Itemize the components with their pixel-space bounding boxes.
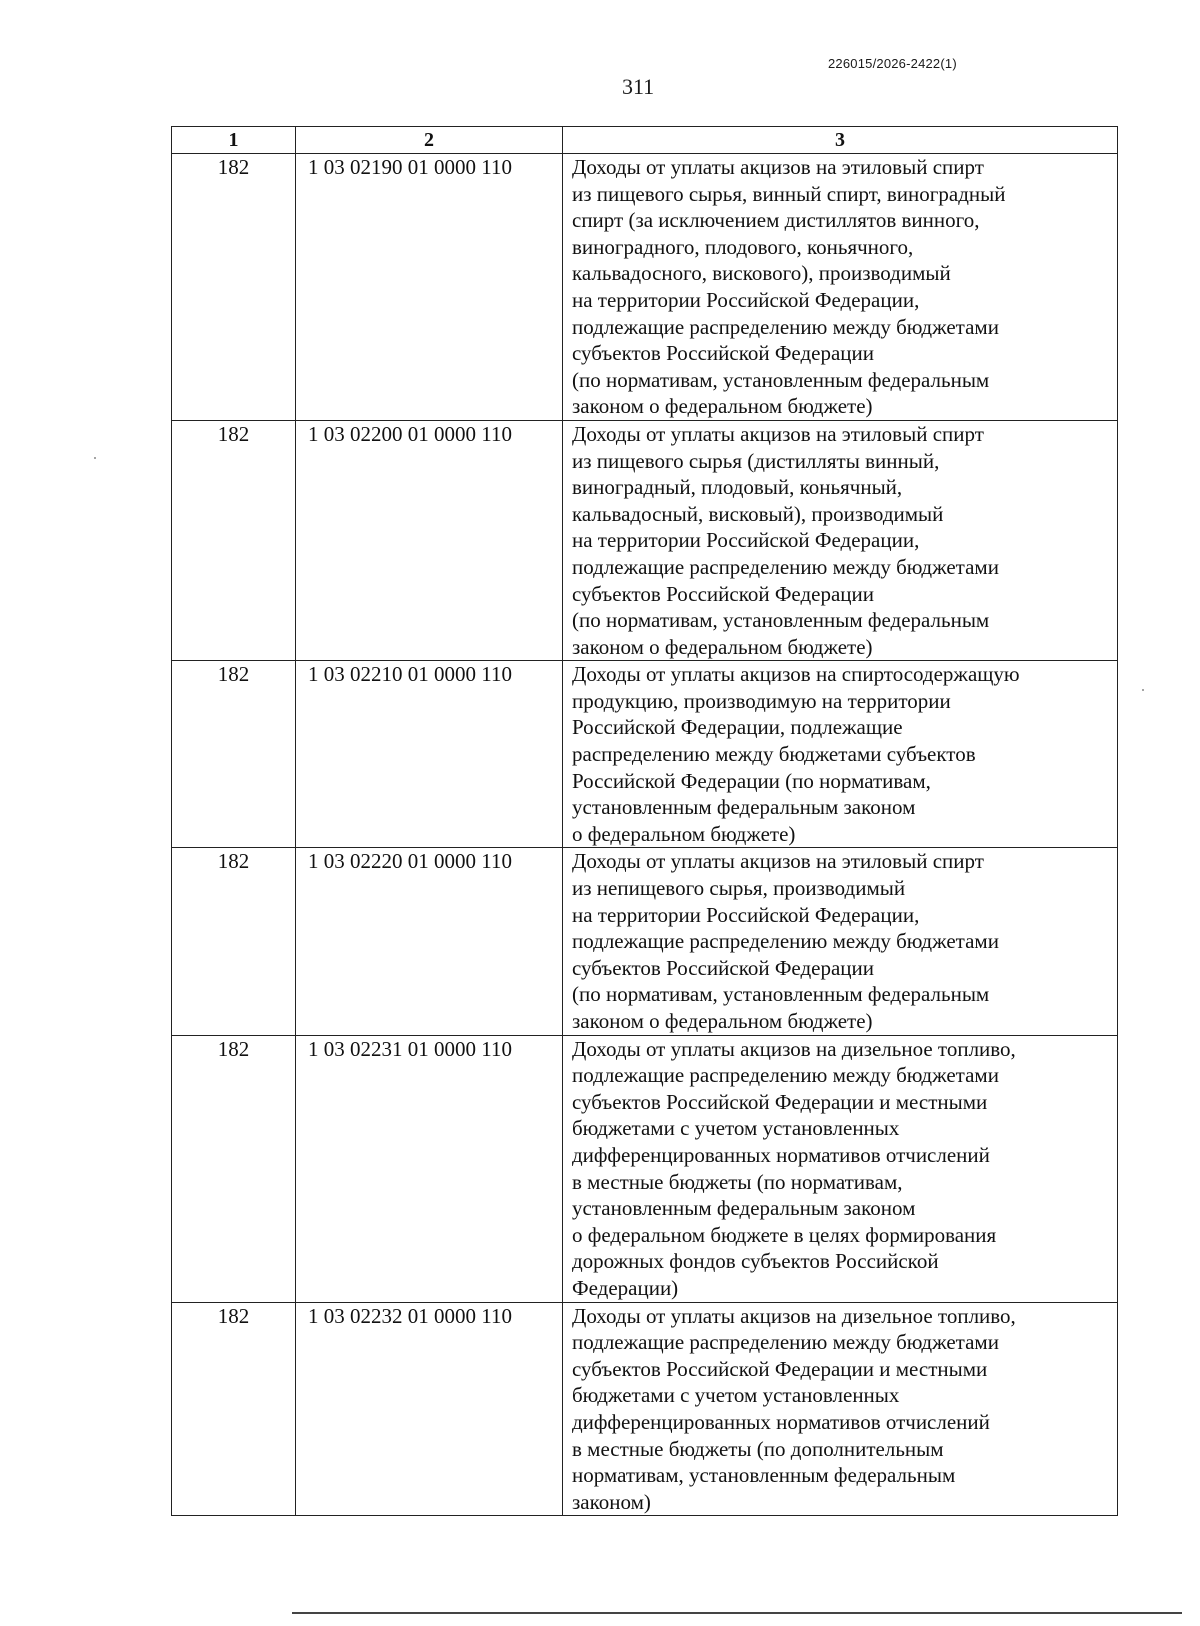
table-row	[172, 1035, 1118, 1302]
column-header-2: 2	[296, 127, 563, 154]
description-line: установленным федеральным законом	[572, 1196, 916, 1221]
description-cell	[563, 1302, 1118, 1516]
description-line: субъектов Российской Федерации и местными	[572, 1089, 988, 1114]
scan-speck	[1142, 689, 1144, 691]
admin-code-cell: 182	[172, 848, 296, 1035]
description-line: Доходы от уплаты акцизов на этиловый спирт	[572, 421, 984, 446]
table-row	[172, 1302, 1118, 1516]
description-line: продукцию, производимую на территории	[572, 688, 951, 713]
description-line: субъектов Российской Федерации и местными	[572, 1356, 988, 1381]
admin-code-cell: 182	[172, 1302, 296, 1516]
description-line: виноградный, плодовый, коньячный,	[572, 475, 903, 500]
description-line: дорожных фондов субъектов Российской	[572, 1249, 939, 1274]
column-header-3: 3	[563, 127, 1118, 154]
description-line: в местные бюджеты (по дополнительным	[572, 1436, 944, 1461]
kbk-code-cell: 1 03 02200 01 0000 110	[296, 420, 563, 660]
description-line: Федерации)	[572, 1275, 679, 1300]
description-line: законом)	[572, 1489, 651, 1514]
description-line: спирт (за исключением дистиллятов винного,	[572, 208, 980, 233]
description-line: Доходы от уплаты акцизов на этиловый спирт	[572, 849, 984, 874]
description-line: субъектов Российской Федерации	[572, 581, 875, 606]
description-line: дифференцированных нормативов отчислений	[572, 1409, 990, 1434]
description-line: (по нормативам, установленным федеральным	[572, 367, 990, 392]
description-line: субъектов Российской Федерации	[572, 341, 875, 366]
description-line: установленным федеральным законом	[572, 795, 916, 820]
description-line: подлежащие распределению между бюджетами	[572, 1330, 999, 1355]
table-row	[172, 154, 1118, 421]
description-line: нормативам, установленным федеральным	[572, 1463, 956, 1488]
description-line: подлежащие распределению между бюджетами	[572, 1063, 999, 1088]
table-body	[172, 154, 1118, 1516]
description-line: Доходы от уплаты акцизов на дизельное топливо,	[572, 1036, 1016, 1061]
description-line: о федеральном бюджете)	[572, 821, 796, 846]
description-line: из пищевого сырья (дистилляты винный,	[572, 448, 940, 473]
scan-speck	[94, 457, 96, 459]
description-line: бюджетами с учетом установленных	[572, 1116, 900, 1141]
description-line: подлежащие распределению между бюджетами	[572, 314, 999, 339]
description-cell	[563, 661, 1118, 848]
description-cell	[563, 420, 1118, 660]
description-cell	[563, 848, 1118, 1035]
description-line: Доходы от уплаты акцизов на этиловый спирт	[572, 155, 984, 179]
scan-edge-line	[292, 1612, 1182, 1614]
description-line: на территории Российской Федерации,	[572, 287, 920, 312]
table-row	[172, 420, 1118, 660]
kbk-code-cell: 1 03 02220 01 0000 110	[296, 848, 563, 1035]
admin-code-cell: 182	[172, 661, 296, 848]
kbk-code-cell: 1 03 02231 01 0000 110	[296, 1035, 563, 1302]
column-header-1: 1	[172, 127, 296, 154]
description-line: на территории Российской Федерации,	[572, 902, 920, 927]
description-line: дифференцированных нормативов отчислений	[572, 1142, 990, 1167]
kbk-code-cell: 1 03 02210 01 0000 110	[296, 661, 563, 848]
description-line: Доходы от уплаты акцизов на спиртосодержащую	[572, 662, 1020, 687]
admin-code-cell: 182	[172, 154, 296, 421]
admin-code-cell: 182	[172, 1035, 296, 1302]
description-line: на территории Российской Федерации,	[572, 528, 920, 553]
description-line: кальвадосный, висковый), производимый	[572, 501, 944, 526]
table-row	[172, 848, 1118, 1035]
description-line: Российской Федерации (по нормативам,	[572, 768, 931, 793]
description-line: законом о федеральном бюджете)	[572, 1009, 873, 1033]
description-line: субъектов Российской Федерации	[572, 955, 875, 980]
description-line: виноградного, плодового, коньячного,	[572, 234, 914, 259]
revenue-table	[171, 126, 1118, 1516]
description-line: распределению между бюджетами субъектов	[572, 742, 976, 767]
description-line: законом о федеральном бюджете)	[572, 394, 873, 419]
description-line: в местные бюджеты (по нормативам,	[572, 1169, 903, 1194]
description-line: (по нормативам, установленным федеральным	[572, 982, 990, 1007]
description-cell	[563, 154, 1118, 421]
document-code: 226015/2026-2422(1)	[828, 56, 957, 71]
description-line: бюджетами с учетом установленных	[572, 1383, 900, 1408]
admin-code-cell: 182	[172, 420, 296, 660]
kbk-code-cell: 1 03 02232 01 0000 110	[296, 1302, 563, 1516]
table-header-row	[172, 127, 1118, 154]
kbk-code-cell: 1 03 02190 01 0000 110	[296, 154, 563, 421]
description-line: кальвадосного, вискового), производимый	[572, 261, 951, 286]
description-line: подлежащие распределению между бюджетами	[572, 929, 999, 954]
description-line: из непищевого сырья, производимый	[572, 876, 906, 901]
table-row	[172, 661, 1118, 848]
page-number: 311	[622, 74, 655, 99]
description-line: из пищевого сырья, винный спирт, виноградный	[572, 181, 1006, 206]
description-line: подлежащие распределению между бюджетами	[572, 554, 999, 579]
description-line: о федеральном бюджете в целях формирования	[572, 1222, 997, 1247]
description-line: Российской Федерации, подлежащие	[572, 715, 903, 740]
description-line: законом о федеральном бюджете)	[572, 634, 873, 659]
description-line: (по нормативам, установленным федеральным	[572, 608, 990, 633]
description-cell	[563, 1035, 1118, 1302]
description-line: Доходы от уплаты акцизов на дизельное топливо,	[572, 1303, 1016, 1328]
